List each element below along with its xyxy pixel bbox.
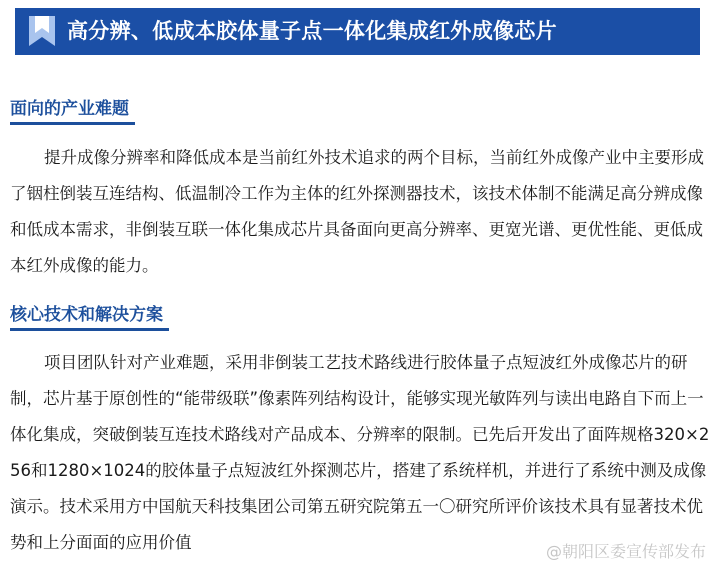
banner-title: 高分辨、低成本胶体量子点一体化集成红外成像芯片 (67, 19, 557, 43)
title-banner (15, 8, 700, 55)
section-body-industry-problem: 提升成像分辨率和降低成本是当前红外技术追求的两个目标，当前红外成像产业中主要形成了铟柱倒装互连结构、低温制冷工作为主体的红外探测器技术，该技术体制不能满足高分辨成像和低成本需求，非倒装互联一体化集成芯片具备面向更高分辨率、更宽光谱、更优性能、更低成本红外成像的能力。 (10, 148, 704, 275)
section-heading-label: 核心技术和解决方案 (10, 305, 163, 325)
heading-underline (10, 122, 135, 125)
heading-underline (10, 328, 169, 331)
section-body-core-technology: 项目团队针对产业难题，采用非倒装工艺技术路线进行胶体量子点短波红外成像芯片的研制，芯片基于原创性的“能带级联”像素阵列结构设计，能够实现光敏阵列与读出电路自下而上一体化集成，突破倒装互连技术路线对产品成本、分辨率的限制。已先后开发出了面阵规格320×256和1280×1024的胶体量子点短波红外探测芯片，搭建了系统样机，并进行了系统中测及成像演示。技术采用方中国航天科技集团公司第五研究院第五一〇研究所评价该技术具有显著技术优势和上分面面的应用价值 (10, 353, 710, 552)
bookmark-ribbon-icon (27, 16, 57, 47)
section-heading-core-technology (10, 300, 163, 331)
section-heading-industry-problem (10, 94, 129, 125)
watermark: @朝阳区委宣传部发布 (545, 542, 706, 561)
section-heading-label: 面向的产业难题 (10, 99, 129, 119)
